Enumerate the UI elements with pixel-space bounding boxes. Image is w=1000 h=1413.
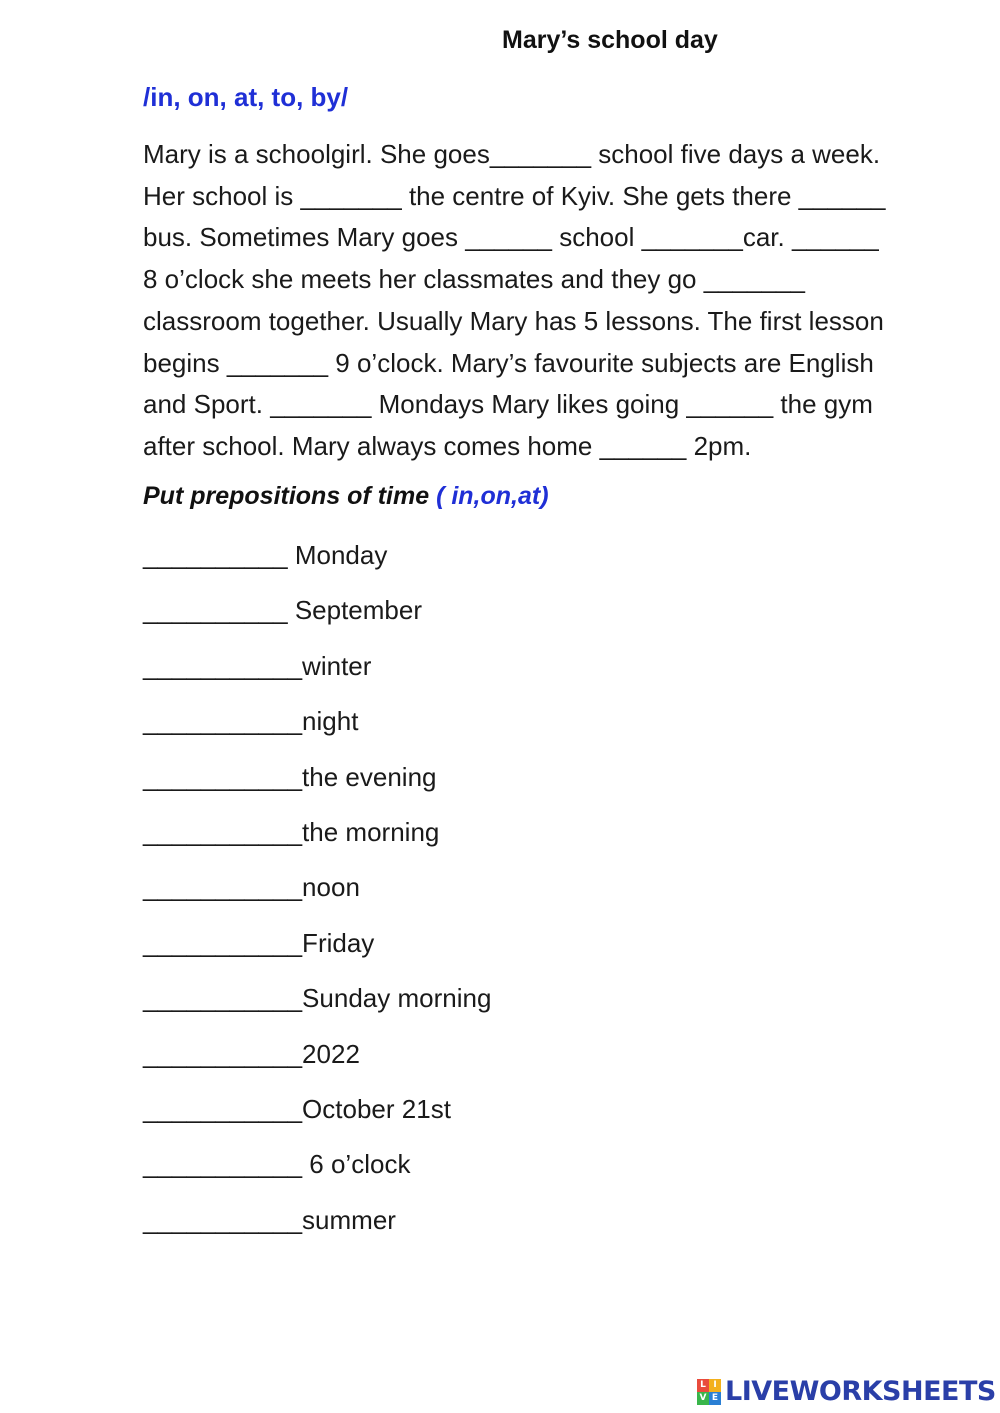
exercise-item: __________ Monday [143, 540, 388, 570]
passage-line: 8 o’clock she meets her classmates and they go _______ [143, 264, 805, 295]
exercise-item: ___________October 21st [143, 1093, 451, 1124]
exercise-item: ___________summer [143, 1204, 396, 1235]
exercise-item: ___________noon [143, 872, 360, 903]
logo-mark-cell: V [697, 1392, 709, 1405]
passage-text [143, 134, 933, 468]
passage-line: after school. Mary always comes home ______ 2pm. [143, 430, 752, 461]
logo-mark-cell: E [709, 1392, 721, 1405]
exercise-item: ___________night [143, 706, 359, 737]
passage-line: bus. Sometimes Mary goes ______ school _______car. ______ [143, 222, 879, 253]
exercise-item: __________ September [143, 595, 423, 626]
task-heading [143, 482, 549, 511]
exercise-item: ___________Sunday morning [143, 983, 492, 1014]
liveworksheets-logo[interactable] [697, 1376, 996, 1407]
exercise-item: ___________winter [143, 650, 372, 681]
logo-text: LIVEWORKSHEETS [725, 1376, 996, 1407]
word-bank: /in, on, at, to, by/ [143, 82, 349, 112]
task-heading-text: Put prepositions of time [143, 482, 430, 510]
exercise-item: ___________Friday [143, 927, 375, 958]
logo-mark-icon [697, 1379, 721, 1405]
exercise-list [143, 536, 491, 1256]
exercise-item: ___________the morning [143, 816, 440, 847]
page-title: Mary’s school day [502, 26, 718, 54]
exercise-item: ___________2022 [143, 1038, 360, 1069]
exercise-item: ___________the evening [143, 761, 437, 792]
logo-mark-cell: I [709, 1379, 721, 1392]
passage-line: and Sport. _______ Mondays Mary likes going ______ the gym [143, 389, 873, 420]
task-heading-options: ( in,on,at) [429, 482, 549, 510]
passage-line: begins _______ 9 o’clock. Mary’s favourite subjects are English [143, 347, 874, 378]
logo-mark-cell: L [697, 1379, 709, 1392]
passage-line: classroom together. Usually Mary has 5 lessons. The first lesson [143, 305, 884, 336]
passage-line: Mary is a schoolgirl. She goes_______ school five days a week. [143, 139, 881, 169]
passage-line: Her school is _______ the centre of Kyiv. She gets there ______ [143, 180, 886, 211]
exercise-item: ___________ 6 o’clock [143, 1149, 411, 1180]
